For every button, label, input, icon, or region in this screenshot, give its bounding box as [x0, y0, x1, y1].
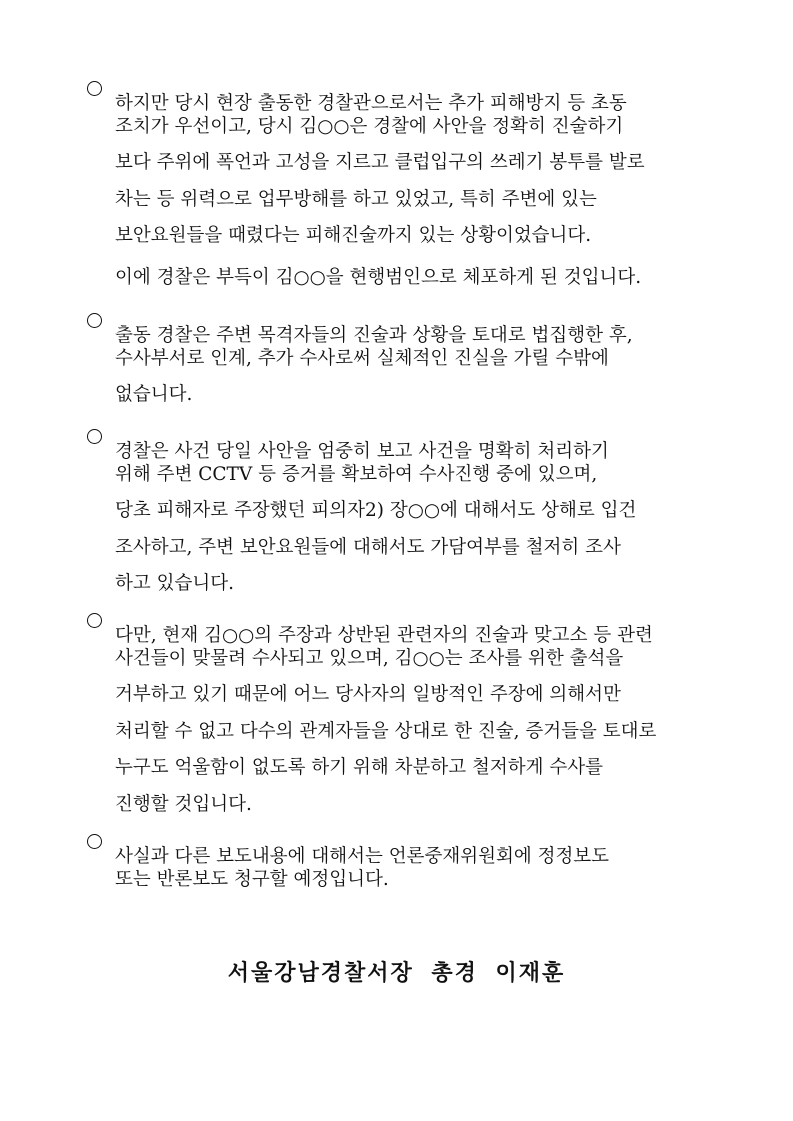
paragraph-5-line-6: [86, 787, 726, 824]
paragraph-text: 경찰은 사건 당일 사안을 엄중히 보고 사건을 명확히 처리하기: [115, 440, 609, 462]
paragraph-4-line-4: [86, 530, 726, 567]
circle-bullet-icon: [86, 72, 106, 109]
paragraph-text: 사실과 다른 보도내용에 대해서는 언론중재위원회에 정정보도: [115, 845, 610, 867]
paragraph-text: 보다 주위에 폭언과 고성을 지르고 클럽입구의 쓰레기 봉투를 발로: [115, 152, 645, 173]
paragraph-text: 처리할 수 없고 다수의 관계자들을 상대로 한 진술, 증거들을 토대로: [115, 720, 657, 742]
paragraph-text: 수사부서로 인계, 추가 수사로써 실체적인 진실을 가릴 수밖에: [115, 347, 609, 369]
paragraph-5-line-4: [86, 714, 726, 751]
circle-bullet-icon: [86, 420, 106, 457]
paragraph-1-line-1: [86, 72, 726, 114]
paragraph-text: 이에 경찰은 부득이 김○○을 현행범인으로 체포하게 된 것입니다.: [115, 267, 642, 288]
paragraph-4-line-1: [86, 420, 726, 462]
paragraph-text: 조치가 우선이고, 당시 김○○은 경찰에 사안을 정확히 진술하기: [115, 115, 624, 137]
paragraph-text: 하지만 당시 현장 출동한 경찰관으로서는 추가 피해방지 등 초동: [115, 92, 627, 114]
paragraph-5-line-5: [86, 750, 726, 787]
paragraph-text: 보안요원들을 때렸다는 피해진술까지 있는 상황이었습니다.: [115, 225, 592, 246]
paragraph-3: [86, 304, 726, 414]
paragraph-4: [86, 420, 726, 603]
circle-bullet-icon: [86, 825, 106, 862]
signature: 서울강남경찰서장 총경 이재훈: [227, 961, 566, 986]
paragraph-1-line-4: [86, 182, 726, 219]
circle-bullet-icon: [86, 604, 106, 641]
paragraph-3-line-1: [86, 304, 726, 346]
paragraph-text: 없습니다.: [115, 384, 193, 405]
paragraph-text: 또는 반론보도 청구할 예정입니다.: [115, 868, 389, 890]
paragraph-1: [86, 72, 726, 255]
paragraph-text: 하고 있습니다.: [115, 573, 234, 594]
paragraph-text: 조사하고, 주변 보안요원들에 대해서도 가담여부를 철저히 조사: [115, 536, 621, 558]
paragraph-text: 차는 등 위력으로 업무방해를 하고 있었고, 특히 주변에 있는: [115, 188, 597, 210]
paragraph-text: 거부하고 있기 때문에 어느 당사자의 일방적인 주장에 의해서만: [115, 684, 621, 705]
paragraph-text: 진행할 것입니다.: [115, 793, 252, 815]
paragraph-5-line-3: [86, 677, 726, 714]
paragraph-text: 위해 주변 CCTV 등 증거를 확보하여 수사진행 중에 있으며,: [115, 463, 598, 485]
paragraph-text: 사건들이 맞물려 수사되고 있으며, 김○○는 조사를 위한 출석을: [115, 647, 624, 669]
paragraph-3-line-3: [86, 377, 726, 414]
paragraph-2-line-1: [86, 260, 726, 297]
circle-bullet-icon: [86, 304, 106, 341]
paragraph-6-line-1: [86, 825, 726, 867]
paragraph-2: [86, 260, 726, 297]
paragraph-text: 다만, 현재 김○○의 주장과 상반된 관련자의 진술과 맞고소 등 관련: [115, 624, 653, 646]
paragraph-4-line-5: [86, 566, 726, 603]
paragraph-text: 출동 경찰은 주변 목격자들의 진술과 상황을 토대로 법집행한 후,: [115, 324, 633, 346]
paragraph-text: 누구도 억울함이 없도록 하기 위해 차분하고 철저하게 수사를: [115, 757, 603, 778]
paragraph-5: [86, 604, 726, 823]
paragraph-5-line-1: [86, 604, 726, 646]
paragraph-1-line-5: [86, 218, 726, 255]
paragraph-4-line-3: [86, 493, 726, 530]
paragraph-6: [86, 825, 726, 898]
paragraph-1-line-3: [86, 145, 726, 182]
paragraph-text: 당초 피해자로 주장했던 피의자2) 장○○에 대해서도 상해로 입건: [115, 500, 637, 521]
